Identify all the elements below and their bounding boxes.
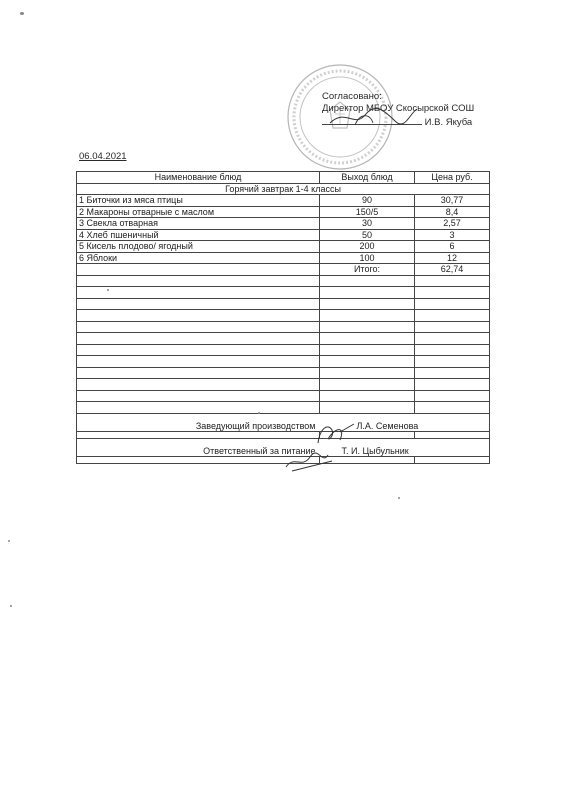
dish-price: 30,77 <box>415 195 490 207</box>
empty-row <box>77 379 490 391</box>
table-row <box>77 241 490 253</box>
scan-speck <box>258 412 260 414</box>
empty-row <box>77 275 490 287</box>
empty-row <box>77 344 490 356</box>
dish-price: 2,57 <box>415 218 490 230</box>
dish-portion: 150/5 <box>320 206 415 218</box>
empty-row <box>77 356 490 368</box>
dish-price: 12 <box>415 252 490 264</box>
header-dish-name: Наименование блюд <box>77 172 320 184</box>
dish-name: 2 Макароны отварные с маслом <box>77 206 320 218</box>
table-header-row <box>77 172 490 184</box>
dish-portion: 200 <box>320 241 415 253</box>
total-empty-cell <box>77 264 320 276</box>
empty-row <box>77 298 490 310</box>
dish-portion: 100 <box>320 252 415 264</box>
nutrition-responsible-label: Ответственный за питание <box>77 438 320 456</box>
total-label: Итого: <box>320 264 415 276</box>
table-row <box>77 206 490 218</box>
production-signature-row <box>77 413 490 431</box>
scan-speck <box>20 12 24 15</box>
director-name: И.В. Якуба <box>424 117 473 128</box>
total-value: 62,74 <box>415 264 490 276</box>
empty-row <box>77 310 490 322</box>
scan-speck <box>107 289 109 291</box>
empty-row <box>77 287 490 299</box>
empty-row <box>77 367 490 379</box>
approval-position: Директор МБОУ Скосырской СОШ <box>322 103 475 114</box>
dish-name: 3 Свекла отварная <box>77 218 320 230</box>
header-portion: Выход блюд <box>320 172 415 184</box>
dish-portion: 90 <box>320 195 415 207</box>
document-date: 06.04.2021 <box>79 151 127 162</box>
spacer-row <box>77 431 490 438</box>
empty-row <box>77 321 490 333</box>
dish-price: 8,4 <box>415 206 490 218</box>
menu-table <box>76 171 490 464</box>
dish-name: 4 Хлеб пшеничный <box>77 229 320 241</box>
empty-row <box>77 333 490 345</box>
dish-name: 6 Яблоки <box>77 252 320 264</box>
empty-row <box>77 402 490 414</box>
scan-speck <box>398 497 400 499</box>
dish-name: 1 Биточки из мяса птицы <box>77 195 320 207</box>
nutrition-responsible-signature <box>282 447 342 477</box>
empty-row <box>77 390 490 402</box>
scan-speck <box>8 540 10 542</box>
section-row <box>77 183 490 195</box>
header-price: Цена руб. <box>415 172 490 184</box>
nutrition-responsible-name: Т. И. Цыбульник <box>340 438 415 456</box>
production-manager-label: Заведующий производством <box>77 413 320 431</box>
dish-price: 3 <box>415 229 490 241</box>
dish-price: 6 <box>415 241 490 253</box>
total-row <box>77 264 490 276</box>
section-title: Горячий завтрак 1-4 классы <box>77 183 490 195</box>
dish-name: 5 Кисель плодово/ ягодный <box>77 241 320 253</box>
table-row <box>77 195 490 207</box>
table-row <box>77 252 490 264</box>
production-manager-name: Л.А. Семенова <box>355 413 430 431</box>
dish-portion: 50 <box>320 229 415 241</box>
scan-speck <box>10 605 12 607</box>
approval-heading: Согласовано: <box>322 91 382 102</box>
director-signature <box>325 103 420 131</box>
dish-portion: 30 <box>320 218 415 230</box>
table-row <box>77 218 490 230</box>
table-row <box>77 229 490 241</box>
production-manager-signature <box>310 418 360 448</box>
